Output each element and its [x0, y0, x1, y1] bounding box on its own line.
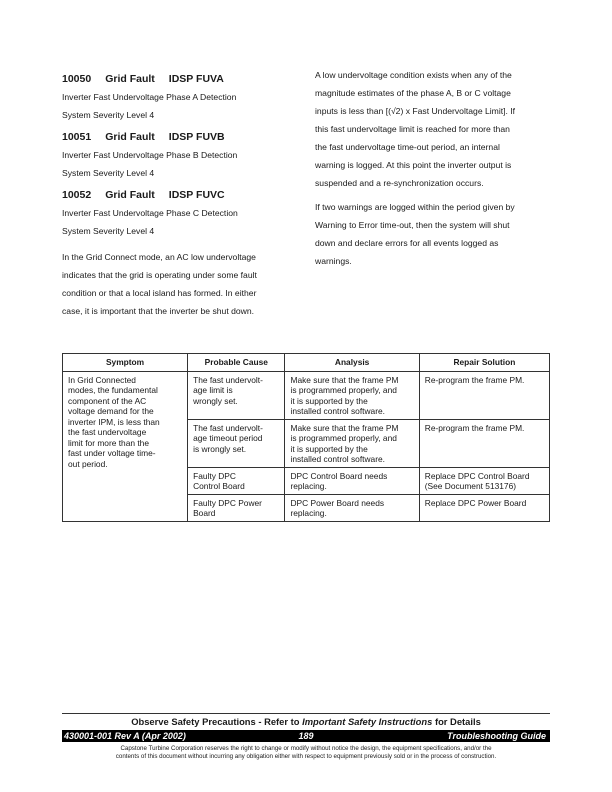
- footer-bar: [62, 730, 550, 742]
- document-number: 430001-001 Rev A (Apr 2002): [64, 731, 186, 741]
- analysis-cell: [285, 467, 419, 494]
- cell-line: limit for more than the: [68, 437, 149, 448]
- text-line: In the Grid Connect mode, an AC low undervoltage: [62, 252, 256, 262]
- fault-severity: System Severity Level 4: [62, 110, 155, 120]
- fault-heading: [62, 70, 294, 88]
- disclaimer: [62, 745, 550, 761]
- text-line: warnings.: [315, 256, 352, 266]
- cell-line: fast under voltage time-: [68, 448, 156, 458]
- cell-line: inverter IPM, is less than: [68, 416, 160, 427]
- cell-line: the fast undervoltage: [68, 427, 147, 437]
- cell-line: DPC Control Board needs: [290, 470, 388, 481]
- fault-code: 10052: [62, 189, 92, 201]
- cell-line: age limit is: [193, 385, 233, 395]
- safety-prefix: Observe Safety Precautions - Refer to: [131, 716, 303, 727]
- text-line: down and declare errors for all events logged as: [315, 238, 499, 248]
- disclaimer-line: contents of this document without incurring any obligation either with respect to equipment previously sold or in the process of construction.: [115, 753, 497, 760]
- fault-heading: [62, 186, 294, 204]
- cause-cell: [188, 371, 285, 419]
- fault-severity: System Severity Level 4: [62, 168, 155, 178]
- cell-line: is wrongly set.: [193, 443, 247, 454]
- header-symptom: Symptom: [63, 354, 188, 372]
- undervoltage-condition-paragraph: [315, 66, 550, 192]
- fault-category: Grid Fault: [105, 73, 155, 85]
- footer-divider: [62, 713, 550, 714]
- cell-line: Faulty DPC: [193, 470, 236, 481]
- fault-heading: [62, 128, 294, 146]
- cell-line: wrongly set.: [193, 395, 238, 406]
- cell-line: Re-program the frame PM.: [424, 374, 525, 385]
- cell-line: out period.: [68, 458, 108, 469]
- cell-line: replacing.: [290, 508, 327, 518]
- left-column: [62, 66, 294, 320]
- cell-line: installed control software.: [290, 454, 385, 464]
- cell-line: Re-program the frame PM.: [424, 422, 525, 433]
- fault-code: 10050: [62, 73, 92, 85]
- analysis-cell: [285, 371, 419, 419]
- repair-cell: [419, 467, 549, 494]
- fault-entry-10051: [62, 128, 294, 182]
- analysis-cell: [285, 419, 419, 467]
- troubleshooting-table: [62, 353, 550, 522]
- fault-category: Grid Fault: [105, 131, 155, 143]
- cell-line: it is supported by the: [290, 395, 368, 406]
- cell-line: Faulty DPC Power: [193, 497, 262, 508]
- cause-cell: [188, 467, 285, 494]
- safety-link-text: Important Safety Instructions: [302, 716, 433, 727]
- fault-category: Grid Fault: [105, 189, 155, 201]
- text-line: magnitude estimates of the phase A, B or C voltage: [315, 88, 511, 98]
- symptom-cell: [63, 371, 188, 521]
- text-line: A low undervoltage condition exists when any of the: [315, 70, 512, 80]
- cause-cell: [188, 494, 285, 521]
- cell-line: Replace DPC Power Board: [424, 497, 527, 508]
- cell-line: is programmed properly, and: [290, 385, 397, 395]
- warnings-paragraph: [315, 198, 550, 270]
- text-line: indicates that the grid is operating under some fault: [62, 270, 257, 280]
- cell-line: In Grid Connected: [68, 374, 136, 385]
- safety-notice: [62, 716, 550, 728]
- text-line: this fast undervoltage limit is reached for more than: [315, 124, 510, 134]
- fault-description: Inverter Fast Undervoltage Phase C Detection: [62, 208, 238, 218]
- cell-line: Make sure that the frame PM: [290, 374, 399, 385]
- text-line: Warning to Error time-out, then the system will shut: [315, 220, 510, 230]
- text-line: the fast undervoltage time-out period, an internal: [315, 142, 500, 152]
- disclaimer-line: Capstone Turbine Corporation reserves the right to change or modify without notice the design, the equipment specifications, and/or the: [120, 745, 492, 752]
- table-header-row: [63, 354, 550, 372]
- text-line: suspended and a re-synchronization occurs.: [315, 178, 484, 188]
- fault-code: 10051: [62, 131, 92, 143]
- cell-line: it is supported by the: [290, 443, 368, 454]
- cell-line: The fast undervolt-: [193, 374, 263, 385]
- cell-line: Board: [193, 508, 216, 518]
- cell-line: is programmed properly, and: [290, 433, 397, 443]
- fault-description: Inverter Fast Undervoltage Phase A Detection: [62, 92, 237, 102]
- cell-line: Replace DPC Control Board: [424, 470, 530, 481]
- fault-name: IDSP FUVC: [168, 189, 225, 201]
- text-line: case, it is important that the inverter be shut down.: [62, 306, 255, 316]
- repair-cell: [419, 494, 549, 521]
- cause-cell: [188, 419, 285, 467]
- cell-line: The fast undervolt-: [193, 422, 263, 433]
- fault-name: IDSP FUVB: [168, 131, 225, 143]
- fault-entry-10052: [62, 186, 294, 240]
- cell-line: voltage demand for the: [68, 406, 154, 416]
- cell-line: replacing.: [290, 481, 327, 491]
- repair-cell: [419, 419, 549, 467]
- page-number: 189: [298, 731, 314, 741]
- guide-title: Troubleshooting Guide: [447, 731, 546, 741]
- text-line: inputs is less than [(√2) x Fast Undervoltage Limit]. If: [315, 106, 516, 116]
- fault-entry-10050: [62, 70, 294, 124]
- grid-connect-paragraph: [62, 248, 294, 320]
- cell-line: Make sure that the frame PM: [290, 422, 399, 433]
- cell-line: installed control software.: [290, 406, 385, 416]
- cell-line: Control Board: [193, 481, 245, 491]
- cell-line: component of the AC: [68, 395, 147, 406]
- repair-cell: [419, 371, 549, 419]
- safety-suffix: for Details: [432, 716, 481, 727]
- cell-line: (See Document 513176): [424, 481, 517, 491]
- right-column: [315, 66, 550, 270]
- fault-name: IDSP FUVA: [168, 73, 224, 85]
- text-line: condition or that a local island has formed. In either: [62, 288, 257, 298]
- header-analysis: Analysis: [285, 354, 419, 372]
- fault-description: Inverter Fast Undervoltage Phase B Detection: [62, 150, 238, 160]
- header-repair-solution: Repair Solution: [419, 354, 549, 372]
- cell-line: age timeout period: [193, 433, 263, 443]
- cell-line: modes, the fundamental: [68, 385, 158, 395]
- header-probable-cause: Probable Cause: [188, 354, 285, 372]
- text-line: If two warnings are logged within the period given by: [315, 202, 515, 212]
- analysis-cell: [285, 494, 419, 521]
- cell-line: DPC Power Board needs: [290, 497, 385, 508]
- table-row: [63, 371, 550, 419]
- text-line: warning is logged. At this point the inverter output is: [315, 160, 512, 170]
- fault-severity: System Severity Level 4: [62, 226, 155, 236]
